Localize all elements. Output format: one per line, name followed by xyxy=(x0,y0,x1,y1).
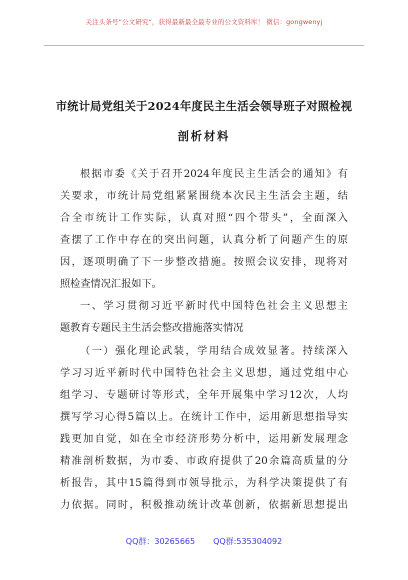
footer-qq-group-1: QQ群：30265665 xyxy=(125,537,196,546)
body-line: 因，逐项明确了下一步整改措施。按照会议安排，现将对 xyxy=(60,257,348,268)
body-line: 照检查情况汇报如下。 xyxy=(60,279,162,290)
body-line: 精准剖析数据，为市委、市政府提供了20余篇高质量的分 xyxy=(60,456,348,467)
body-line: 践更加自觉，如在全市经济形势分析中，运用新发展理念 xyxy=(60,434,348,445)
body-line: 力依据。同时，积极推动统计改革创新，依据新思想提出 xyxy=(60,500,348,511)
body-line: 合全市统计工作实际，认真对照“四个带头”，全面深入 xyxy=(60,213,348,224)
header-divider xyxy=(44,45,364,46)
footer-contacts xyxy=(0,536,408,547)
body-line: 组学习、专题研讨等形式，全年开展集中学习12次，人均 xyxy=(60,390,348,401)
body-line: 撰写学习心得5篇以上。在统计工作中，运用新思想指导实 xyxy=(60,412,348,423)
body-line: 根据市委《关于召开2024年度民主生活会的通知》有 xyxy=(80,169,348,180)
body-line: 学习习近平新时代中国特色社会主义思想，通过党组中心 xyxy=(60,368,348,379)
section-heading: 一、学习贯彻习近平新时代中国特色社会主义思想主 xyxy=(80,301,348,312)
document-title-line2: 剖析材料 xyxy=(177,129,231,143)
document-title: 市统计局党组关于2024年度民主生活会领导班子对照检视 xyxy=(55,99,353,113)
header-banner: 关注头条号“公文研究”，获得最新最全最专业的公文资料库！ 微信：gongwenyj xyxy=(85,18,323,26)
footer-qq-group-2: QQ群:535304092 xyxy=(213,537,283,546)
body-line: （一）强化理论武装，学用结合成效显著。持续深入 xyxy=(80,346,348,357)
body-line: 关要求，市统计局党组紧紧围绕本次民主生活会主题，结 xyxy=(60,191,348,202)
body-line: 查摆了工作中存在的突出问题，认真分析了问题产生的原 xyxy=(60,235,348,246)
body-line: 析报告，其中15篇得到市领导批示，为科学决策提供了有 xyxy=(60,478,348,489)
section-heading: 题教育专题民主生活会整改措施落实情况 xyxy=(60,323,244,334)
